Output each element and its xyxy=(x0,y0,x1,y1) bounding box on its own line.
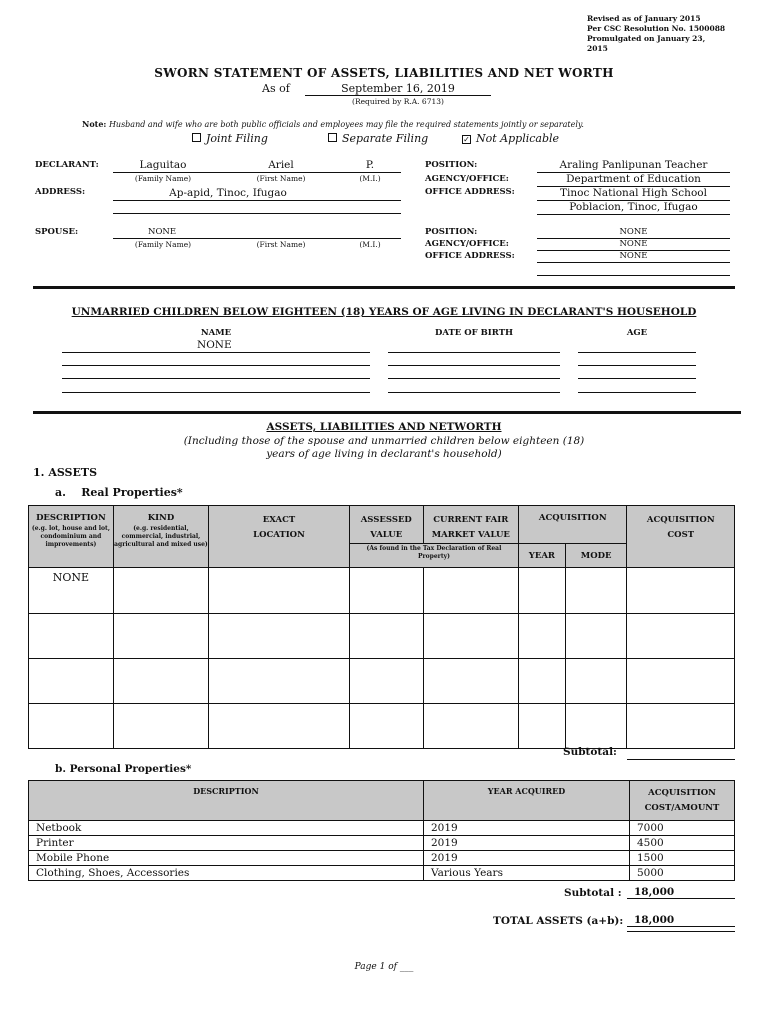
pp-cell-cost: 7000 xyxy=(630,821,735,836)
rp-header-mode: MODE xyxy=(565,544,627,568)
spouse-agency: NONE xyxy=(619,239,648,249)
spouse-mi-caption: (M.I.) xyxy=(359,240,381,249)
revision-line-2: Per CSC Resolution No. 1500088 xyxy=(587,24,726,33)
declarant-first-name: Ariel xyxy=(268,159,294,171)
pp-h-cost-2: COST/AMOUNT xyxy=(644,803,720,813)
pp-cell-year: 2019 xyxy=(424,836,630,851)
rp-h-assessed-1: ASSESSED xyxy=(360,515,412,525)
pp-h-cost-1: ACQUISITION xyxy=(648,788,716,798)
form-title: SWORN STATEMENT OF ASSETS, LIABILITIES AND NET WORTH xyxy=(154,66,614,80)
rp-header-description xyxy=(29,506,114,568)
revision-line-1: Revised as of January 2015 xyxy=(587,14,701,23)
rp-subtotal-label: Subtotal: xyxy=(563,746,617,758)
rp-entry: NONE xyxy=(29,568,114,614)
pp-body xyxy=(29,821,735,881)
rp-h-assessed-2: VALUE xyxy=(370,530,403,540)
spouse-position-label: POSITION: xyxy=(425,227,478,237)
position-label: POSITION: xyxy=(425,160,478,170)
mi-caption: (M.I.) xyxy=(359,174,381,183)
pp-cell-year: 2019 xyxy=(424,821,630,836)
rp-header-location xyxy=(209,506,350,568)
personal-properties-heading: b. Personal Properties* xyxy=(55,763,192,775)
rp-h-description-note: (e.g. lot, house and lot, condominium and improvements) xyxy=(31,525,110,548)
pp-row xyxy=(29,836,735,851)
rp-h-description: DESCRIPTION xyxy=(36,513,106,523)
rp-header-acquisition xyxy=(519,506,627,544)
revision-line-3: Promulgated on January 23, xyxy=(587,34,706,43)
note-text: Husband and wife who are both public officials and employees may file the required statements jointly or separately. xyxy=(108,120,584,129)
pp-cell-description: Netbook xyxy=(29,821,424,836)
separate-filing-option[interactable] xyxy=(328,132,428,145)
declarant-office-address-2: Poblacion, Tinoc, Ifugao xyxy=(569,201,698,213)
pp-subtotal-value: 18,000 xyxy=(627,886,735,899)
total-assets-value: 18,000 xyxy=(627,914,735,927)
rp-header-fair-note xyxy=(349,544,518,568)
address-label: ADDRESS: xyxy=(35,187,86,197)
rp-h-kind: KIND xyxy=(147,513,175,523)
personal-properties-table xyxy=(28,780,735,881)
rp-h-cost-2: COST xyxy=(667,530,695,540)
total-assets-label: TOTAL ASSETS (a+b): xyxy=(493,915,624,927)
checkbox-empty-icon[interactable] xyxy=(192,133,201,142)
revision-note xyxy=(587,14,725,54)
pp-cell-cost: 5000 xyxy=(630,866,735,881)
rp-h-fair-note: (As found in the Tax Declaration of Real Property) xyxy=(366,545,502,560)
children-heading: UNMARRIED CHILDREN BELOW EIGHTEEN (18) YEARS OF AGE LIVING IN DECLARANT'S HOUSEHOLD xyxy=(71,306,697,318)
not-applicable-label: Not Applicable xyxy=(476,132,560,145)
pp-cell-cost: 1500 xyxy=(630,851,735,866)
pp-cell-description: Printer xyxy=(29,836,424,851)
rp-header-kind xyxy=(113,506,208,568)
pp-header-description: DESCRIPTION xyxy=(29,781,424,821)
spouse-office-address-label: OFFICE ADDRESS: xyxy=(425,251,515,261)
checkbox-empty-icon[interactable] xyxy=(328,133,337,142)
agency-label: AGENCY/OFFICE: xyxy=(425,174,509,184)
real-properties-table xyxy=(28,505,735,749)
note xyxy=(82,119,584,129)
spouse-first-name-caption: (First Name) xyxy=(256,240,306,249)
pp-row xyxy=(29,866,735,881)
pp-cell-year: Various Years xyxy=(424,866,630,881)
rp-h-acquisition: ACQUISITION xyxy=(538,513,607,523)
spouse-name: NONE xyxy=(148,227,177,237)
spouse-label: SPOUSE: xyxy=(35,227,79,237)
not-applicable-option[interactable] xyxy=(462,132,559,145)
page-number: Page 1 of ___ xyxy=(354,962,414,972)
spouse-office-address: NONE xyxy=(619,251,648,261)
joint-filing-option[interactable] xyxy=(192,132,268,145)
children-col-name: NAME xyxy=(200,328,232,338)
total-assets-double-underline xyxy=(627,931,735,932)
pp-cell-description: Clothing, Shoes, Accessories xyxy=(29,866,424,881)
rp-h-fair-1: CURRENT FAIR xyxy=(433,515,509,525)
spouse-position: NONE xyxy=(619,227,648,237)
rp-header-cost xyxy=(627,506,735,568)
section-divider xyxy=(33,286,735,289)
spouse-family-name-caption: (Family Name) xyxy=(134,240,192,249)
pp-row xyxy=(29,821,735,836)
required-by: (Required by R.A. 6713) xyxy=(352,97,444,106)
declarant-family-name: Laguitao xyxy=(139,159,187,171)
rp-h-fair-2: MARKET VALUE xyxy=(431,530,510,540)
real-properties-heading: a. Real Properties* xyxy=(55,486,183,499)
joint-filing-label: Joint Filing xyxy=(206,132,268,145)
family-name-caption: (Family Name) xyxy=(134,174,192,183)
first-name-caption: (First Name) xyxy=(256,174,306,183)
rp-subtotal-value xyxy=(627,759,735,760)
declarant-position: Araling Panlipunan Teacher xyxy=(559,159,708,171)
children-col-dob: DATE OF BIRTH xyxy=(434,328,514,338)
rp-header-year: YEAR xyxy=(519,544,566,568)
pp-header-cost xyxy=(630,781,735,821)
pp-row xyxy=(29,851,735,866)
assets-heading: 1. ASSETS xyxy=(33,466,98,479)
pp-subtotal-label: Subtotal : xyxy=(564,887,622,899)
aln-sub-2: years of age living in declarant's household) xyxy=(266,448,502,460)
separate-filing-label: Separate Filing xyxy=(342,132,429,145)
children-col-age: AGE xyxy=(626,328,648,338)
as-of-date: September 16, 2019 xyxy=(305,82,491,96)
declarant-mi: P. xyxy=(365,159,375,171)
section-divider xyxy=(33,411,741,414)
rp-h-cost-1: ACQUISITION xyxy=(646,515,715,525)
pp-header-year: YEAR ACQUIRED xyxy=(424,781,630,821)
note-label: Note: xyxy=(82,119,107,129)
declarant-label: DECLARANT: xyxy=(35,160,99,170)
rp-header-fair xyxy=(423,506,518,544)
revision-line-4: 2015 xyxy=(587,44,608,53)
rp-h-location-1: EXACT xyxy=(262,515,296,525)
declarant-agency: Department of Education xyxy=(566,173,701,185)
declarant-address: Ap-apid, Tinoc, Ifugao xyxy=(169,187,287,199)
aln-heading: ASSETS, LIABILITIES AND NETWORTH xyxy=(266,421,502,433)
office-address-label: OFFICE ADDRESS: xyxy=(425,187,515,197)
as-of-label: As of xyxy=(262,82,290,95)
rp-header-assessed xyxy=(349,506,423,544)
checkbox-checked-icon[interactable]: ✓ xyxy=(463,135,470,144)
spouse-agency-label: AGENCY/OFFICE: xyxy=(425,239,509,249)
children-entry: NONE xyxy=(197,339,232,351)
rp-h-kind-note: (e.g. residential, commercial, industrial, agricultural and mixed use) xyxy=(114,525,208,548)
pp-cell-year: 2019 xyxy=(424,851,630,866)
pp-cell-cost: 4500 xyxy=(630,836,735,851)
aln-sub-1: (Including those of the spouse and unmarried children below eighteen (18) xyxy=(183,435,585,447)
pp-cell-description: Mobile Phone xyxy=(29,851,424,866)
rp-h-location-2: LOCATION xyxy=(253,530,305,540)
declarant-office-address-1: Tinoc National High School xyxy=(560,187,707,199)
